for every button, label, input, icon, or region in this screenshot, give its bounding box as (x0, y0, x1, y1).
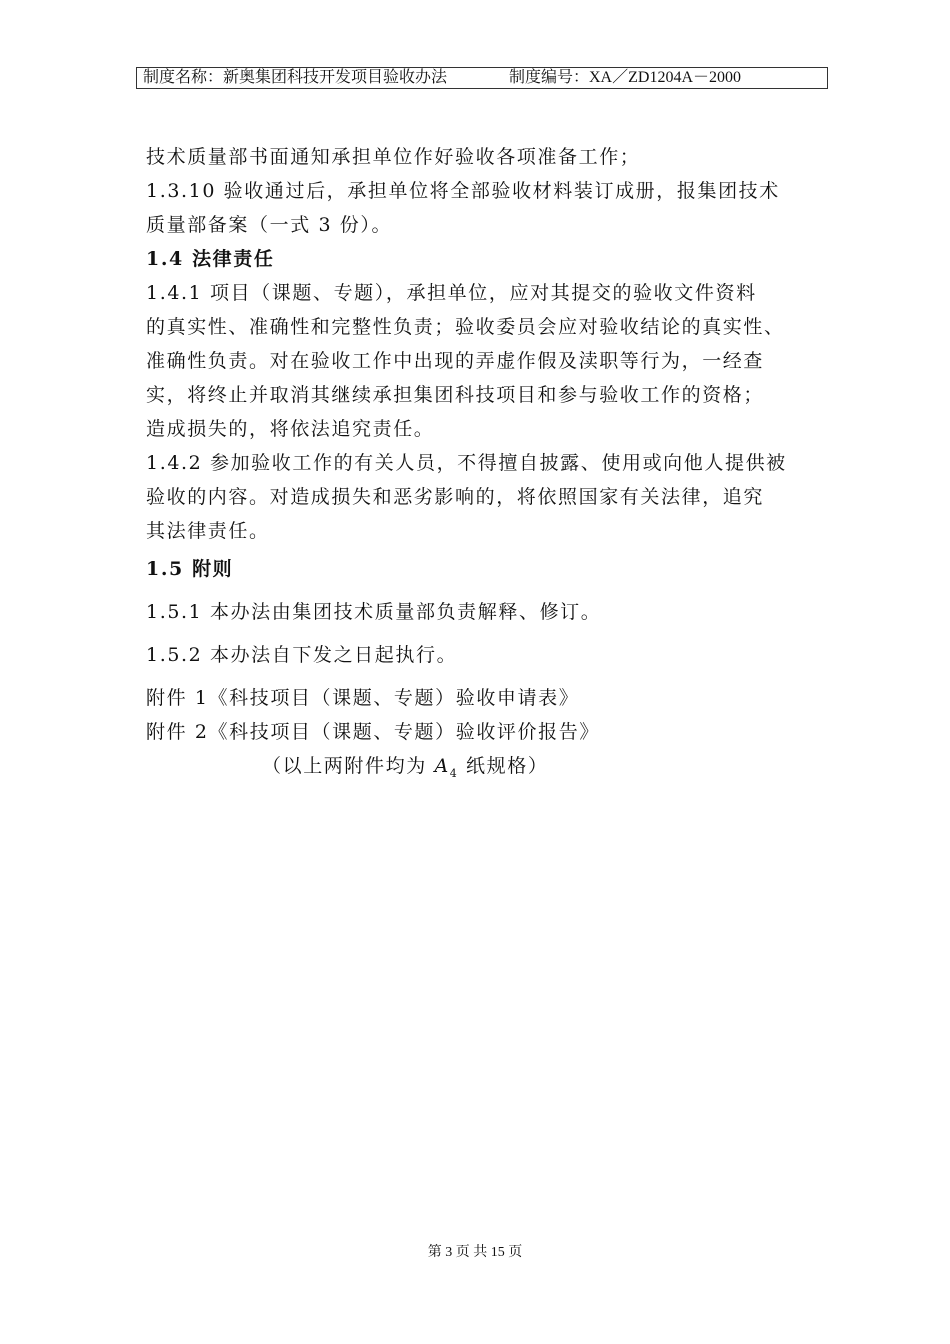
paragraph-line: 的真实性、准确性和完整性负责；验收委员会应对验收结论的真实性、 (146, 316, 785, 338)
paragraph-line: 1.5.1 本办法由集团技术质量部负责解释、修订。 (146, 601, 602, 623)
paragraph-line: 技术质量部书面通知承担单位作好验收各项准备工作； (146, 146, 641, 168)
regulation-name: 制度名称：新奥集团科技开发项目验收办法 (143, 69, 448, 86)
paragraph-line: 验收的内容。对造成损失和恶劣影响的，将依照国家有关法律，追究 (146, 486, 765, 508)
paragraph-line: 1.3.10 验收通过后，承担单位将全部验收材料装订成册，报集团技术 (146, 180, 780, 202)
section-heading-1-5: 1.5 附则 (146, 558, 234, 580)
paragraph-line: 1.4.2 参加验收工作的有关人员，不得擅自披露、使用或向他人提供被 (146, 452, 787, 474)
paper-size-symbol (434, 755, 459, 780)
paragraph-line: 1.5.2 本办法自下发之日起执行。 (146, 644, 458, 666)
section-heading-1-4: 1.4 法律责任 (146, 248, 275, 270)
paragraph-line: 实，将终止并取消其继续承担集团科技项目和参与验收工作的资格； (146, 384, 765, 406)
page-number: 第 3 页 共 15 页 (427, 1245, 523, 1260)
paper-size-number: 4 (449, 766, 459, 780)
paragraph-line: 准确性负责。对在验收工作中出现的弄虚作假及渎职等行为，一经查 (146, 350, 765, 372)
regulation-code: 制度编号：XA／ZD1204A－2000 (509, 69, 741, 86)
paragraph-line: 质量部备案（一式 3 份）。 (146, 214, 393, 236)
note-prefix: （以上两附件均为 (262, 755, 435, 777)
document-body (146, 140, 826, 783)
paper-size-letter: A (434, 755, 450, 777)
note-suffix: 纸规格） (458, 755, 549, 777)
paragraph-line: 造成损失的，将依法追究责任。 (146, 418, 435, 440)
paragraph-line: 1.4.1 项目（课题、专题），承担单位，应对其提交的验收文件资料 (146, 282, 757, 304)
document-header (136, 67, 828, 89)
attachment-line: 附件 1《科技项目（课题、专题）验收申请表》 (146, 687, 580, 709)
attachment-note (146, 749, 826, 783)
paragraph-line: 其法律责任。 (146, 520, 270, 542)
attachment-line: 附件 2《科技项目（课题、专题）验收评价报告》 (146, 721, 600, 743)
